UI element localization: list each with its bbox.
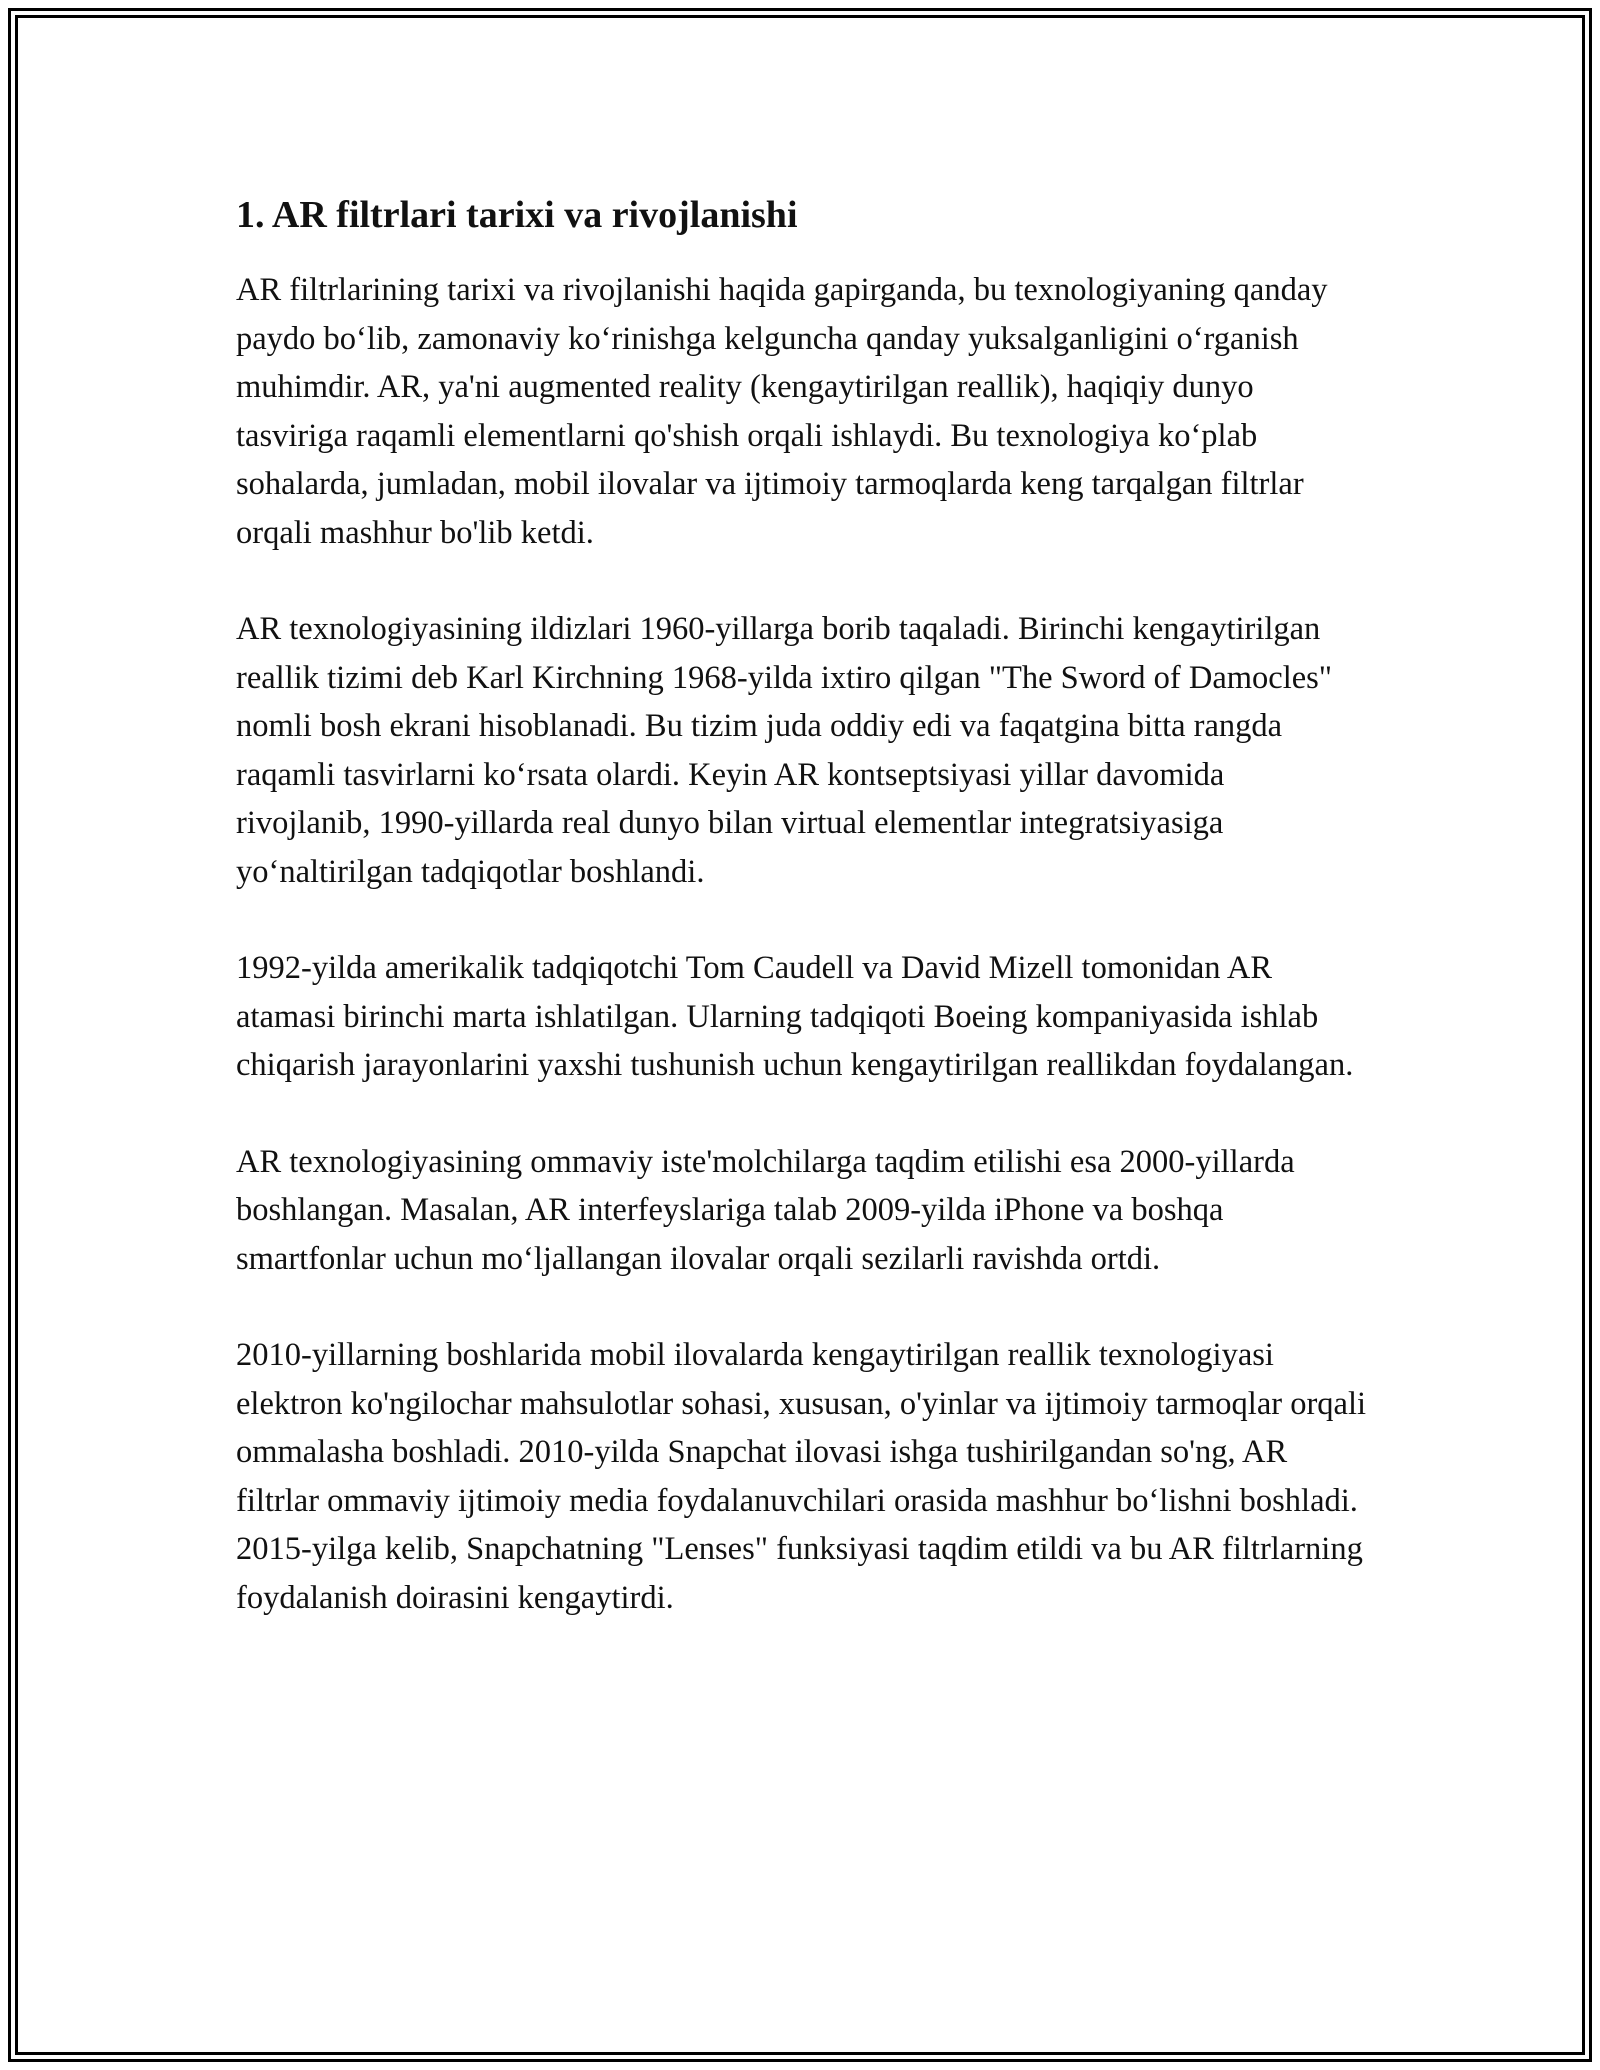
paragraph-intro: AR filtrlarining tarixi va rivojlanishi haqida gapirganda, bu texnologiyaning qanday paydo bo‘lib, zamonaviy ko‘rinishga kelguncha qanday yuksalganligini o‘rganish muhimdir. AR, ya'ni augmented reality (kengaytirilgan reallik), haqiqiy dunyo tasviriga raqamli elementlarni qo'shish orqali ishlaydi. Bu texnologiya ko‘plab sohalarda, jumladan, mobil ilovalar va ijtimoiy tarmoqlarda keng tarqalgan filtrlar orqali mashhur bo'lib ketdi. xyxy=(236,272,1328,551)
paragraph-social-media: 2010-yillarning boshlarida mobil ilovalarda kengaytirilgan reallik texnologiyasi elektron ko'ngilochar mahsulotlar sohasi, xususan, o'yinlar va ijtimoiy tarmoqlar orqali ommalasha boshladi. 2010-yilda Snapchat ilovasi ishga tushirilgandan so'ng, AR filtrlar ommaviy ijtimoiy media foydalanuvchilari orasida mashhur bo‘lishni boshladi. 2015-yilga kelib, Snapchatning "Lenses" funksiyasi taqdim etildi va bu AR filtrlarning foydalanish doirasini kengaytirdi. xyxy=(236,1337,1367,1616)
paragraph-origins: AR texnologiyasining ildizlari 1960-yillarga borib taqaladi. Birinchi kengaytirilgan reallik tizimi deb Karl Kirchning 1968-yilda ixtiro qilgan "The Sword of Damocles" nomli bosh ekrani hisoblanadi. Bu tizim juda oddiy edi va faqatgina bitta rangda raqamli tasvirlarni ko‘rsata olardi. Keyin AR kontseptsiyasi yillar davomida rivojlanib, 1990-yillarda real dunyo bilan virtual elementlar integratsiyasiga yo‘naltirilgan tadqiqotlar boshlandi. xyxy=(236,611,1333,890)
document-body xyxy=(236,186,1366,1670)
paragraph-consumer-adoption: AR texnologiyasining ommaviy iste'molchilarga taqdim etilishi esa 2000-yillarda boshlangan. Masalan, AR interfeyslariga talab 2009-yilda iPhone va boshqa smartfonlar uchun mo‘ljallangan ilovalar orqali sezilarli ravishda ortdi. xyxy=(236,1143,1295,1277)
paragraph-term-origin: 1992-yilda amerikalik tadqiqotchi Tom Caudell va David Mizell tomonidan AR atamasi birinchi marta ishlatilgan. Ularning tadqiqoti Boeing kompaniyasida ishlab chiqarish jarayonlarini yaxshi tushunish uchun kengaytirilgan reallikdan foydalangan. xyxy=(236,950,1354,1083)
section-heading: 1. AR filtrlari tarixi va rivojlanishi xyxy=(236,194,798,236)
